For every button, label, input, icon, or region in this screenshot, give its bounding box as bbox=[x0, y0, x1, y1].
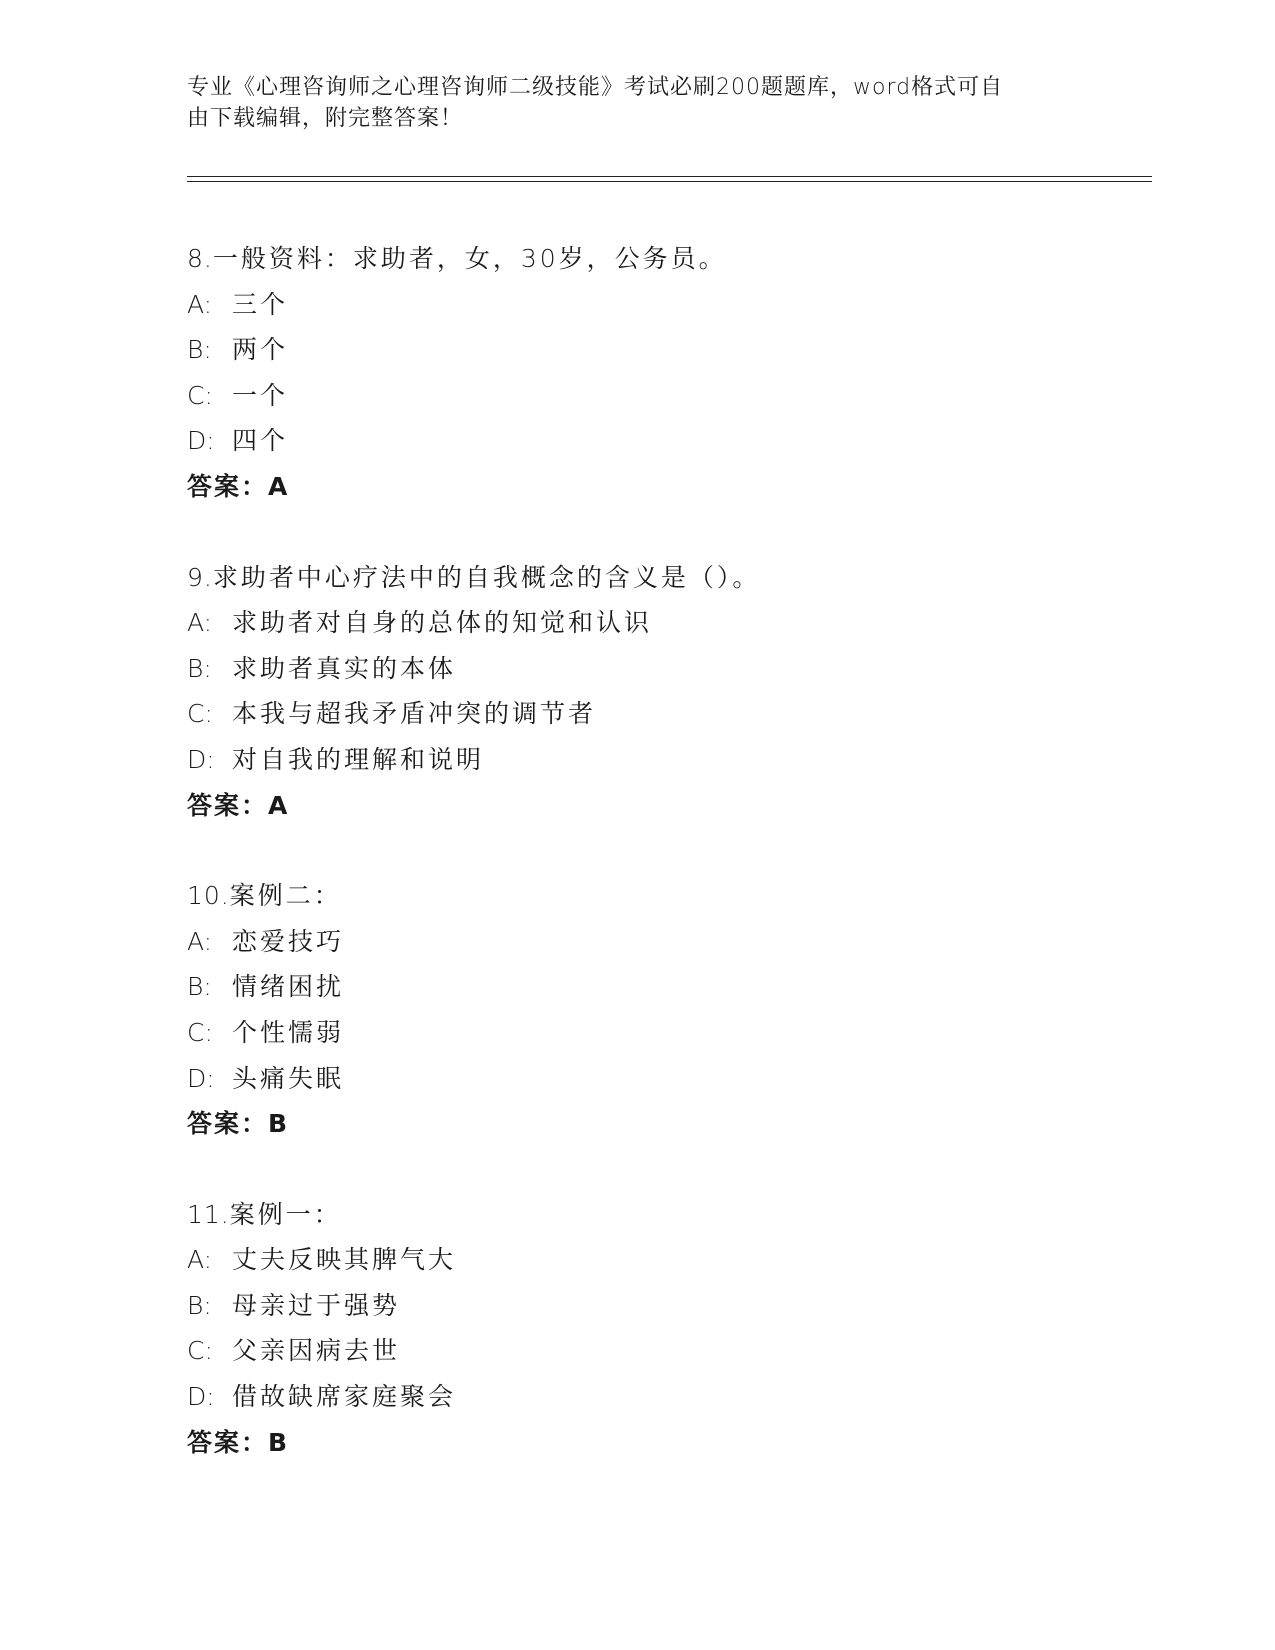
header-divider-bottom bbox=[187, 181, 1152, 182]
option-key: D: bbox=[187, 744, 215, 774]
question-list bbox=[187, 236, 1127, 1510]
option-c bbox=[187, 1010, 1127, 1056]
option-key: C: bbox=[187, 380, 213, 410]
answer-line: 答案：B bbox=[187, 1427, 290, 1457]
option-key: C: bbox=[187, 699, 213, 729]
option-key: B: bbox=[187, 1290, 212, 1320]
option-key: B: bbox=[187, 653, 212, 683]
header-line-1: 专业《心理咨询师之心理咨询师二级技能》考试必刷200题题库，word格式可自 bbox=[187, 75, 1004, 100]
option-text: 四个 bbox=[232, 426, 289, 456]
header-line-2: 由下载编辑，附完整答案！ bbox=[187, 106, 464, 131]
question-item bbox=[187, 236, 1127, 510]
option-key: D: bbox=[187, 426, 215, 456]
option-b bbox=[187, 327, 1127, 373]
question-item bbox=[187, 555, 1127, 829]
option-key: A: bbox=[187, 1245, 213, 1275]
option-a bbox=[187, 282, 1127, 328]
question-stem bbox=[187, 555, 1127, 601]
option-d bbox=[187, 737, 1127, 783]
question-stem bbox=[187, 236, 1127, 282]
answer-line: 答案：A bbox=[187, 471, 290, 501]
option-text: 母亲过于强势 bbox=[232, 1290, 401, 1320]
option-text: 三个 bbox=[232, 289, 289, 319]
option-text: 借故缺席家庭聚会 bbox=[232, 1382, 457, 1412]
option-d bbox=[187, 1056, 1127, 1102]
document-header bbox=[187, 72, 1067, 134]
option-a bbox=[187, 600, 1127, 646]
option-c bbox=[187, 1328, 1127, 1374]
option-b bbox=[187, 1283, 1127, 1329]
option-text: 头痛失眠 bbox=[232, 1063, 345, 1093]
question-number: 10. bbox=[187, 881, 230, 911]
option-text: 个性懦弱 bbox=[232, 1017, 345, 1047]
option-b bbox=[187, 646, 1127, 692]
answer-line: 答案：B bbox=[187, 1109, 290, 1139]
option-c bbox=[187, 373, 1127, 419]
option-text: 求助者真实的本体 bbox=[232, 653, 457, 683]
option-text: 恋爱技巧 bbox=[232, 926, 345, 956]
option-text: 丈夫反映其脾气大 bbox=[232, 1245, 457, 1275]
option-text: 本我与超我矛盾冲突的调节者 bbox=[232, 699, 597, 729]
question-item bbox=[187, 1192, 1127, 1466]
option-a bbox=[187, 1237, 1127, 1283]
option-key: D: bbox=[187, 1382, 215, 1412]
option-key: A: bbox=[187, 608, 213, 638]
option-text: 求助者对自身的总体的知觉和认识 bbox=[232, 608, 653, 638]
option-key: C: bbox=[187, 1017, 213, 1047]
option-text: 一个 bbox=[232, 380, 289, 410]
question-number: 11. bbox=[187, 1199, 230, 1229]
answer-line: 答案：A bbox=[187, 790, 290, 820]
question-item bbox=[187, 873, 1127, 1147]
option-key: D: bbox=[187, 1063, 215, 1093]
option-key: B: bbox=[187, 335, 212, 365]
option-text: 两个 bbox=[232, 335, 289, 365]
header-divider-top bbox=[187, 176, 1152, 177]
question-stem bbox=[187, 1192, 1127, 1238]
question-number: 9. bbox=[187, 562, 213, 592]
option-text: 情绪困扰 bbox=[232, 972, 345, 1002]
option-b bbox=[187, 964, 1127, 1010]
option-c bbox=[187, 691, 1127, 737]
option-a bbox=[187, 919, 1127, 965]
question-stem bbox=[187, 873, 1127, 919]
option-text: 父亲因病去世 bbox=[232, 1336, 401, 1366]
option-text: 对自我的理解和说明 bbox=[232, 744, 485, 774]
option-key: B: bbox=[187, 972, 212, 1002]
question-number: 8. bbox=[187, 244, 213, 273]
option-key: C: bbox=[187, 1336, 213, 1366]
question-text: 案例一： bbox=[229, 1199, 342, 1229]
option-d bbox=[187, 1374, 1127, 1420]
question-text: 一般资料：求助者，女，30岁，公务员。 bbox=[212, 244, 727, 273]
option-key: A: bbox=[187, 289, 213, 319]
option-key: A: bbox=[187, 926, 213, 956]
option-d bbox=[187, 418, 1127, 464]
question-text: 案例二： bbox=[229, 881, 342, 911]
question-text: 求助者中心疗法中的自我概念的含义是（）。 bbox=[212, 562, 761, 592]
